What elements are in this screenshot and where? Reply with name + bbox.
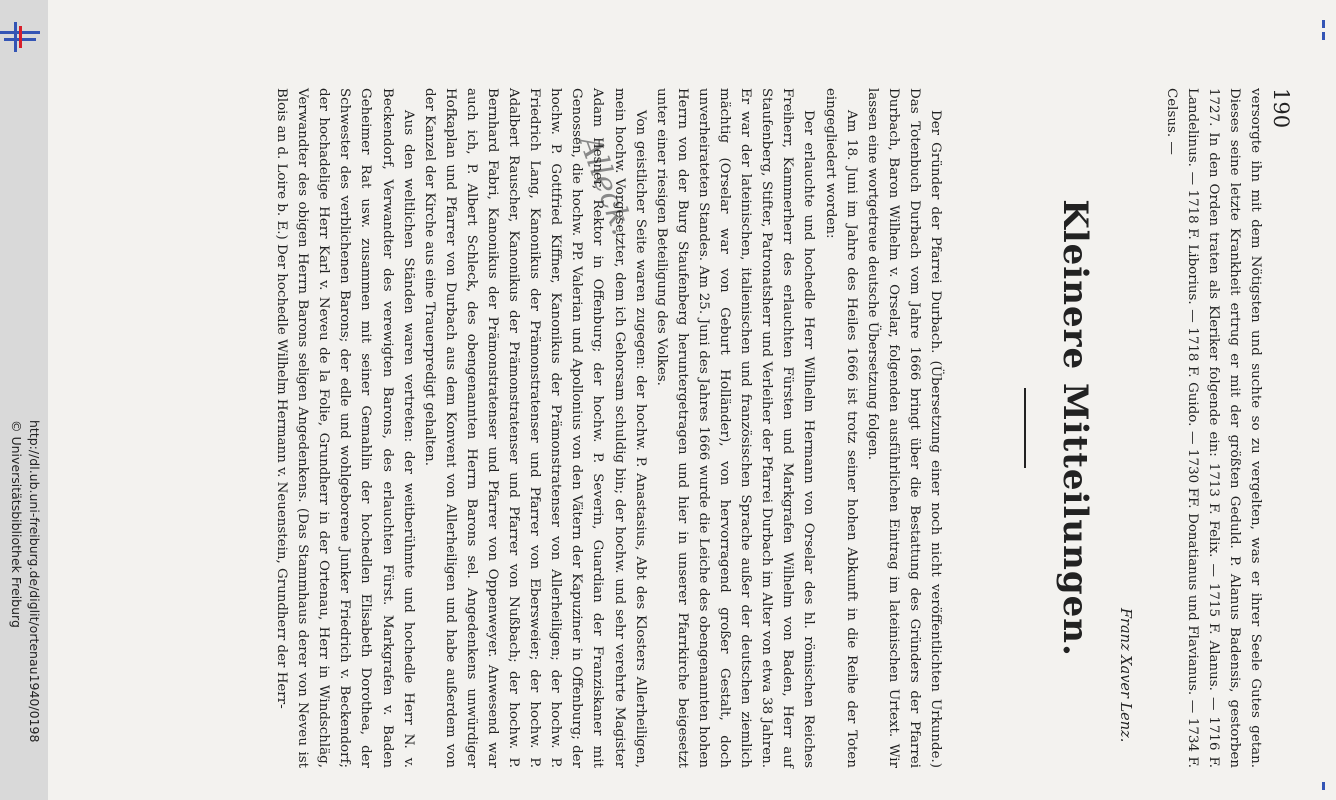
rotated-page-content xyxy=(228,88,1293,768)
watermark-copyright: © Universitätsbibliothek Freiburg xyxy=(9,420,24,628)
author-signature: Franz Xaver Lenz. xyxy=(1117,608,1133,743)
paragraph-4: Von geistlicher Seite waren zugegen: der hochw. P. Anastasius, Abt des Klosters Allerheiligen, mein hochw. Vorgesetzter, dem ich Gehorsam schuldig bin; der hochw. und sehr verehrte Magister Adam Hesner, Rektor in Offenburg; der hochw. P. Severin, Guardian der Franziskaner mit Genossen, die hochw. PP. Valerian und Apollonius von den Vätern der Kapuziner in Offenburg; der hochw. P. Gottfried Kiffner, Kanonikus der Prämonstratenser von Allerheiligen; der hochw. P. Friedrich Lang, Kanonikus der Prämonstratenser und Pfarrer von Ebersweier; der hochw. P. Adalbert Rauscher, Kanonikus der Prämonstratenser und Pfarrer von Nußbach; der hochw. P. Bernhard Fabri, Kanonikus der Prämonstratenser und Pfarrer von Oppenweyer. Anwesend war auch ich, P. Albert Schleck, des obengenannten Herrn Barons sel. Angedenkens unwürdiger Hofkaplan und Pfarrer von Durbach aus dem Konvent von Allerheiligen und habe außerdem von der Kanzel der Kirche aus eine Trauerpredigt gehalten. xyxy=(421,88,648,768)
paragraph-1: Der Gründer der Pfarrei Durbach. (Übersetzung einer noch nicht veröffentlichten Urkunde.) Das Totenbuch Durbach vom Jahre 1666 bringt über die Bestattung des Gründers der Pfarrei Durbach, Baron Wilhelm v. Orselar, folgenden ausführlichen Eintrag im lateinischen Urtext. Wir lassen eine wortgetreue deutsche Übersetzung folgen. xyxy=(864,88,943,768)
paragraph-3: Der erlauchte und hochedle Herr Wilhelm Hermann von Orselar des hl. römischen Reiches Freiherr, Kammerherr des erlauchten Fürsten und Markgrafen Wilhelm von Baden, Herr auf Staufenberg, Stifter, Patronatsherr und Verleiher der Pfarrei Durbach im Alter von etwa 38 Jahren. Er war der lateinischen, italienischen und französischen Sprache außer der deutschen ziemlich mächtig (Orselar war von Geburt Holländer), von hervorragend großer Gestalt, doch unverheirateten Standes. Am 25. Juni des Jahres 1666 wurde die Leiche des obengenannten hohen Herrn von der Burg Staufenberg heruntergetragen und hier in unserer Pfarrkirche beigesetzt unter einer riesigen Beteiligung des Volkes. xyxy=(653,88,817,768)
separator-rule xyxy=(1024,388,1026,468)
paragraph-2: Am 18. Juni im Jahre des Heiles 1666 ist trotz seiner hohen Abkunft in die Reihe der Toten eingegliedert worden: xyxy=(822,88,859,768)
section-headline: Kleinere Mitteilungen. xyxy=(1055,199,1095,657)
left-strip xyxy=(0,0,48,800)
library-logo-icon xyxy=(0,22,40,52)
watermark-url: http://dl.ub.uni-freiburg.de/diglit/ortenau1940/0198 xyxy=(27,420,42,743)
intro-paragraph: versorgte ihn mit dem Nötigsten und suchte so zu vergelten, was er ihrer Seele Gutes getan. Dieses seine letzte Krankheit ertrug er mit der größten Geduld. P. Alanus Badensis, gestorben 1727. In den Orden traten als Kleriker folgende ein: 1713 F. Felix. — 1715 F. Alanus. — 1716 F. Landelinus. — 1718 F. Liborius. — 1718 F. Guido. — 1730 FF. Donatianus und Flavianus. — 1734 F. Celsus. — xyxy=(1163,88,1263,768)
paragraph-5: Aus den weltlichen Ständen waren vertreten: der weitberühmte und hochedle Herr N. v. Beckendorf, Verwandter des verewigten Barons, des erlauchten Fürst. Markgrafen v. Baden Geheimer Rat usw. zusammen mit seiner Gemahlin der hochedlen Elisabeth Dorothea, der Schwester des verblichenen Barons; der edle und wohlgeborene Junker Friedrich v. Beckendorf; der hochadelige Herr Karl v. Neveu de la Folie, Grundherr in der Ortenau, Herr in Windschläg, Verwandter des obigen Herrn Barons seligen Angedenkens. (Das Stammhaus derer von Neveu ist Blois an d. Loire b. E.) Der hochedle Wilhelm Hermann v. Neuenstein, Grundherr der Herr- xyxy=(274,88,416,768)
watermark xyxy=(8,420,48,800)
margin-note-text: Alleck. xyxy=(571,130,640,240)
page-number: 190 xyxy=(1269,88,1293,129)
article-body xyxy=(271,88,946,768)
scanned-page xyxy=(48,0,1336,800)
corner-marks xyxy=(1320,20,1330,800)
